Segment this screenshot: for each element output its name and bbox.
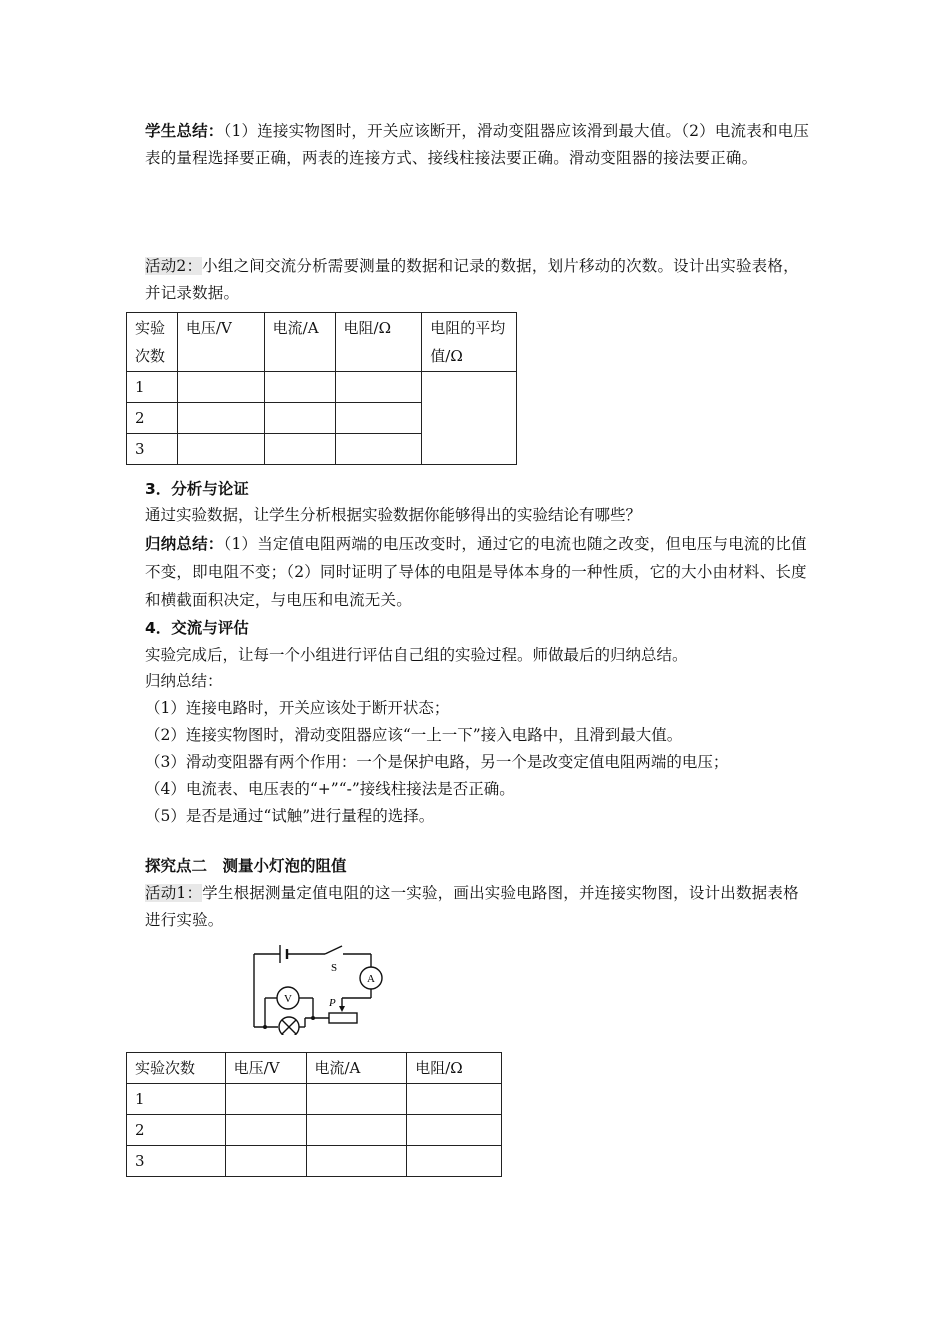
section-3-title: 3．分析与论证 — [145, 480, 249, 498]
list-item: （5）是否是通过“试触”进行量程的选择。 — [145, 807, 435, 825]
table-cell — [306, 1084, 407, 1115]
table-cell — [407, 1084, 502, 1115]
table-1-header-current: 电流/A — [264, 313, 335, 372]
table-2-header-resistance: 电阻/Ω — [407, 1053, 502, 1084]
point-2-activity — [145, 880, 810, 934]
table-1-header-row — [127, 313, 517, 372]
table-1-average-cell — [422, 372, 517, 465]
table-1-row-3-index: 3 — [127, 434, 178, 465]
table-2-row-1-index: 1 — [127, 1084, 226, 1115]
voltmeter-label: V — [284, 993, 292, 1005]
table-cell — [306, 1146, 407, 1177]
table-cell — [335, 372, 422, 403]
table-cell — [225, 1084, 306, 1115]
list-item: （1）连接电路时，开关应该处于断开状态； — [145, 699, 450, 717]
point-2-activity-text: 学生根据测量定值电阻的这一实验，画出实验电路图，并连接实物图，设计出数据表格进行实验。 — [145, 884, 799, 929]
table-cell — [264, 434, 335, 465]
activity-2 — [145, 253, 810, 307]
table-cell — [177, 403, 264, 434]
table-cell — [225, 1146, 306, 1177]
table-cell — [407, 1146, 502, 1177]
table-1-header-trials: 实验次数 — [127, 313, 178, 372]
section-3-summary-text: （1）当定值电阻两端的电压改变时，通过它的电流也随之改变，但电压与电流的比值不变，即电阻不变；（2）同时证明了导体的电阻是导体本身的一种性质，它的大小由材料、长度和横截面积决定，与电压和电流无关。 — [145, 535, 807, 609]
table-2-header-row — [127, 1053, 502, 1084]
section-4-intro: 实验完成后，让每一个小组进行评估自己组的实验过程。师做最后的归纳总结。 — [145, 646, 688, 664]
table-2-header-current: 电流/A — [306, 1053, 407, 1084]
ammeter-label: A — [367, 973, 375, 985]
section-3-question: 通过实验数据，让学生分析根据实验数据你能够得出的实验结论有哪些？ — [145, 506, 642, 524]
section-3-summary-label: 归纳总结： — [145, 535, 224, 553]
rheostat-icon — [329, 1013, 357, 1023]
table-1-header-resistance: 电阻/Ω — [335, 313, 422, 372]
activity-2-text: 小组之间交流分析需要测量的数据和记录的数据，划片移动的次数。设计出实验表格，并记录数据。 — [145, 257, 799, 302]
table-row — [127, 1084, 502, 1115]
table-cell — [177, 372, 264, 403]
table-1-row-1-index: 1 — [127, 372, 178, 403]
section-3-summary — [145, 530, 810, 614]
table-2-row-3-index: 3 — [127, 1146, 226, 1177]
table-2-header-trials: 实验次数 — [127, 1053, 226, 1084]
switch-lever — [325, 946, 342, 954]
data-table-2 — [126, 1052, 502, 1177]
table-2-row-2-index: 2 — [127, 1115, 226, 1146]
table-row — [127, 1146, 502, 1177]
table-1-header-voltage: 电压/V — [177, 313, 264, 372]
section-4-title: 4．交流与评估 — [145, 619, 249, 637]
point-2-title: 探究点二 测量小灯泡的阻值 — [145, 857, 347, 875]
list-item: （3）滑动变阻器有两个作用：一个是保护电路，另一个是改变定值电阻两端的电压； — [145, 753, 729, 771]
section-4-summary-label: 归纳总结： — [145, 672, 223, 690]
table-cell — [225, 1115, 306, 1146]
data-table-1 — [126, 312, 517, 465]
list-item: （2）连接实物图时，滑动变阻器应该“一上一下”接入电路中，且滑到最大值。 — [145, 726, 683, 744]
activity-2-label: 活动2： — [145, 257, 203, 275]
circuit-diagram — [245, 940, 385, 1035]
table-2-header-voltage: 电压/V — [225, 1053, 306, 1084]
student-summary — [145, 118, 810, 172]
student-summary-text: （1）连接实物图时，开关应该断开，滑动变阻器应该滑到最大值。（2）电流表和电压表的量程选择要正确，两表的连接方式、接线柱接法要正确。滑动变阻器的接法要正确。 — [145, 122, 810, 167]
table-cell — [177, 434, 264, 465]
table-1-header-average: 电阻的平均值/Ω — [422, 313, 517, 372]
table-cell — [335, 403, 422, 434]
table-row — [127, 1115, 502, 1146]
table-1-row-2-index: 2 — [127, 403, 178, 434]
switch-label: S — [331, 962, 338, 974]
point-2-activity-label: 活动1： — [145, 884, 203, 902]
lamp-icon — [279, 1017, 299, 1035]
slider-label: P — [329, 997, 336, 1009]
table-cell — [407, 1115, 502, 1146]
table-row — [127, 372, 517, 403]
student-summary-label: 学生总结： — [145, 122, 224, 140]
table-cell — [335, 434, 422, 465]
list-item: （4）电流表、电压表的“+”“-”接线柱接法是否正确。 — [145, 780, 515, 798]
table-cell — [264, 372, 335, 403]
table-cell — [306, 1115, 407, 1146]
table-cell — [264, 403, 335, 434]
